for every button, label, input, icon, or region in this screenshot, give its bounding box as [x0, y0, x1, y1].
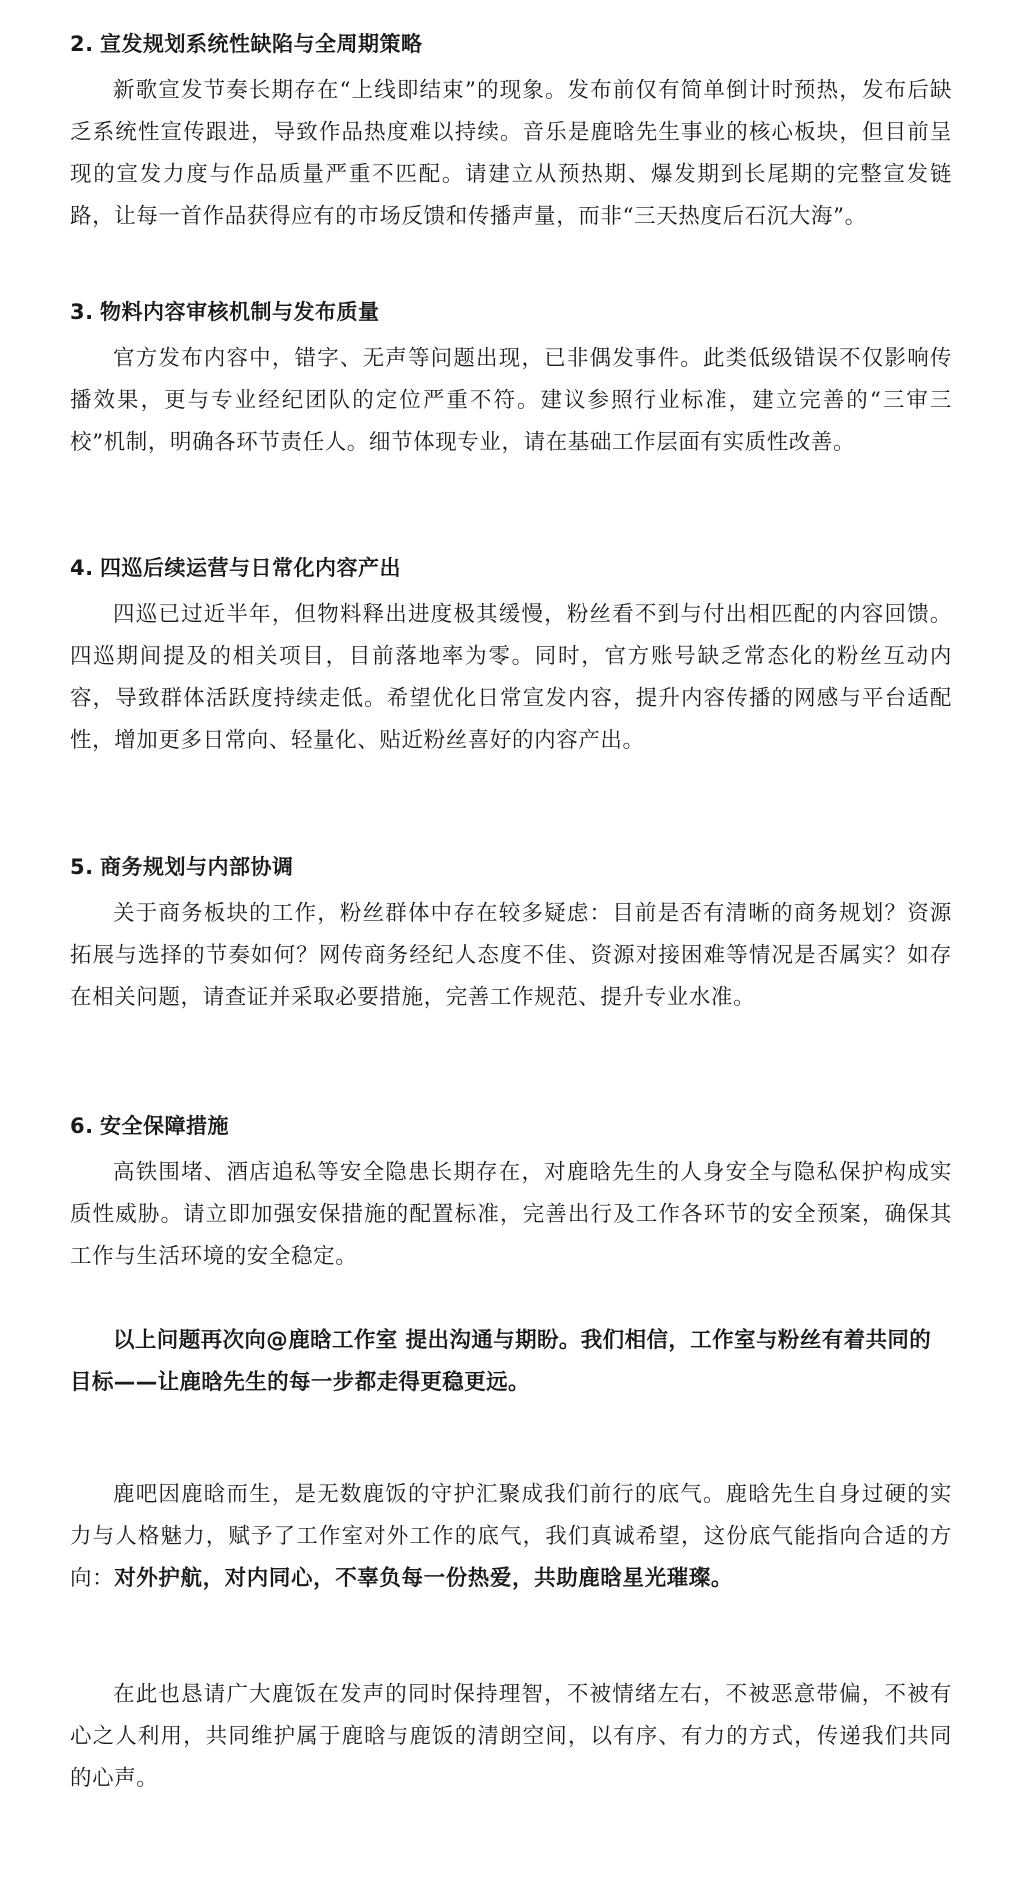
section-2 [70, 28, 952, 296]
section-body: 新歌宣发节奏长期存在“上线即结束”的现象。发布前仅有简单倒计时预热，发布后缺乏系统性宣传跟进，导致作品热度难以持续。音乐是鹿晗先生事业的核心板块，但目前呈现的宣发力度与作品质量严重不匹配。请建立从预热期、爆发期到长尾期的完整宣发链路，让每一首作品获得应有的市场反馈和传播声量，而非“三天热度后石沉大海”。 [70, 78, 952, 229]
section-title: 宣发规划系统性缺陷与全周期策略 [100, 32, 423, 56]
section-6 [70, 1110, 952, 1320]
closing-paragraph-2-block [70, 1674, 952, 1800]
section-number: 2. [70, 32, 94, 56]
closing-summary-block [70, 1320, 952, 1474]
section-title: 安全保障措施 [100, 1114, 229, 1138]
section-heading [70, 1110, 952, 1142]
section-number: 5. [70, 855, 94, 879]
section-number: 6. [70, 1114, 94, 1138]
section-heading [70, 851, 952, 883]
closing-paragraph-1-text: 鹿吧因鹿晗而生，是无数鹿饭的守护汇聚成我们前行的底气。鹿晗先生自身过硬的实力与人格魅力，赋予了工作室对外工作的底气，我们真诚希望，这份底气能指向合适的方向： [70, 1482, 952, 1591]
section-body: 四巡已过近半年，但物料释出进度极其缓慢，粉丝看不到与付出相匹配的内容回馈。四巡期间提及的相关项目，目前落地率为零。同时，官方账号缺乏常态化的粉丝互动内容，导致群体活跃度持续走低。希望优化日常宣发内容，提升内容传播的网感与平台适配性，增加更多日常向、轻量化、贴近粉丝喜好的内容产出。 [70, 602, 952, 753]
section-title: 物料内容审核机制与发布质量 [100, 300, 380, 324]
section-body: 高铁围堵、酒店追私等安全隐患长期存在，对鹿晗先生的人身安全与隐私保护构成实质性威胁。请立即加强安保措施的配置标准，完善出行及工作各环节的安全预案，确保其工作与生活环境的安全稳定。 [70, 1160, 952, 1269]
section-number: 4. [70, 556, 94, 580]
closing-paragraph-1-block [70, 1474, 952, 1674]
section-5 [70, 851, 952, 1110]
closing-paragraph-1-emphasis: 对外护航，对内同心，不辜负每一份热爱，共助鹿晗星光璀璨。 [114, 1566, 734, 1591]
section-4 [70, 552, 952, 851]
section-heading [70, 28, 952, 60]
section-title: 四巡后续运营与日常化内容产出 [100, 556, 401, 580]
closing-summary: 以上问题再次向@鹿晗工作室 提出沟通与期盼。我们相信，工作室与粉丝有着共同的目标——让鹿晗先生的每一步都走得更稳更远。 [70, 1328, 932, 1395]
section-3 [70, 296, 952, 552]
section-number: 3. [70, 300, 94, 324]
closing-paragraph-2: 在此也恳请广大鹿饭在发声的同时保持理智，不被情绪左右，不被恶意带偏，不被有心之人利用，共同维护属于鹿晗与鹿饭的清朗空间，以有序、有力的方式，传递我们共同的心声。 [70, 1682, 952, 1791]
section-body: 关于商务板块的工作，粉丝群体中存在较多疑虑：目前是否有清晰的商务规划？资源拓展与选择的节奏如何？网传商务经纪人态度不佳、资源对接困难等情况是否属实？如存在相关问题，请查证并采取必要措施，完善工作规范、提升专业水准。 [70, 901, 952, 1010]
section-body: 官方发布内容中，错字、无声等问题出现，已非偶发事件。此类低级错误不仅影响传播效果，更与专业经纪团队的定位严重不符。建议参照行业标准，建立完善的“三审三校”机制，明确各环节责任人。细节体现专业，请在基础工作层面有实质性改善。 [70, 346, 952, 455]
section-heading [70, 552, 952, 584]
section-title: 商务规划与内部协调 [100, 855, 294, 879]
section-heading [70, 296, 952, 328]
closing-paragraph-1 [70, 1474, 952, 1600]
